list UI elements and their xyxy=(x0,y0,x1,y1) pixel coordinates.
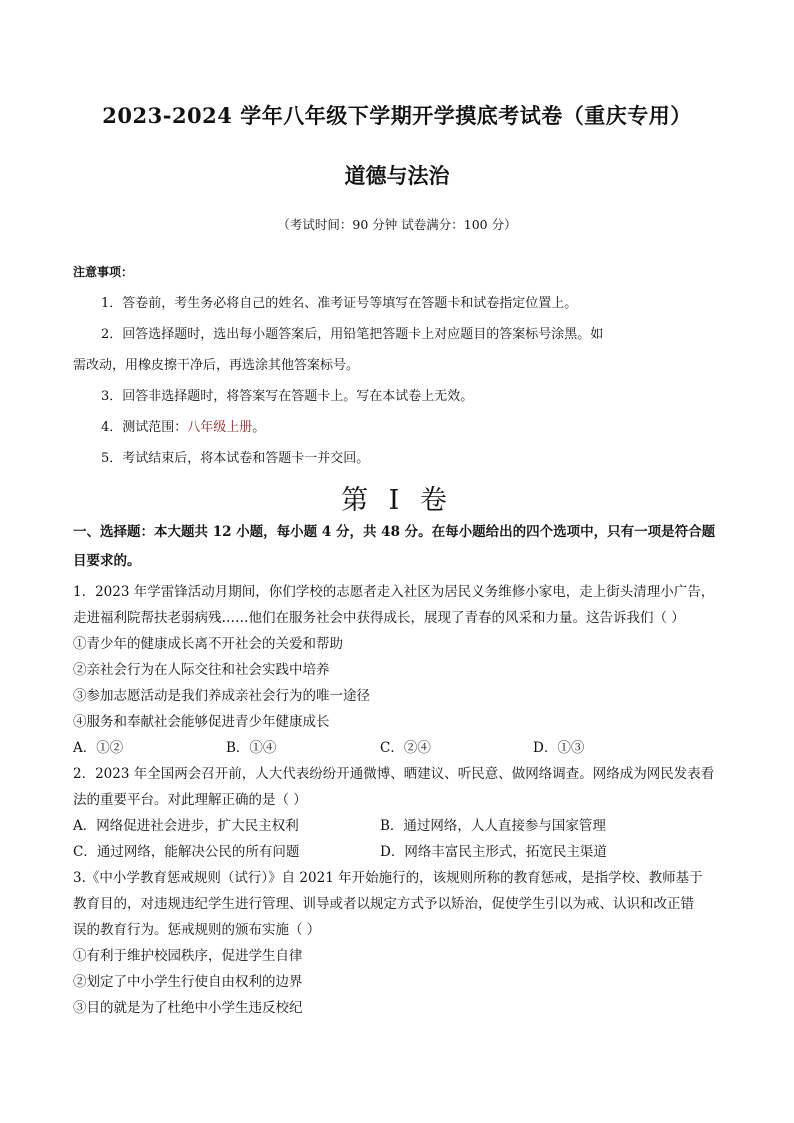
q1-option-c: C．②④ xyxy=(380,740,431,756)
volume-heading: 第 I 卷 xyxy=(341,485,453,516)
q3-statement-3: ③目的就是为了杜绝中小学生违反校纪 xyxy=(73,1000,303,1016)
notice-heading: 注意事项： xyxy=(73,265,134,279)
q2-option-d: D．网络丰富民主形式，拓宽民主渠道 xyxy=(380,844,607,860)
q1-option-a: A．①② xyxy=(73,740,124,756)
section-heading: 一、选择题：本大题共 12 小题，每小题 4 分，共 48 分。在每小题给出的四个选项中，只有一项是符合题 xyxy=(73,524,716,540)
subject-title: 道德与法治 xyxy=(344,163,450,188)
notice-item-2: 2．回答选择题时，选出每小题答案后，用铅笔把答题卡上对应题目的答案标号涂黑。如 xyxy=(101,327,604,342)
notice-item-2-cont: 需改动，用橡皮擦干净后，再选涂其他答案标号。 xyxy=(73,358,360,373)
section-heading-cont: 目要求的。 xyxy=(73,553,141,569)
notice-item-1: 1．答卷前，考生务必将自己的姓名、准考证号等填写在答题卡和试卷指定位置上。 xyxy=(101,296,578,311)
q1-statement-3: ③参加志愿活动是我们养成亲社会行为的唯一途径 xyxy=(73,688,370,704)
notice-item-4 xyxy=(101,416,265,435)
q1-statement-1: ①青少年的健康成长离不开社会的关爱和帮助 xyxy=(73,636,343,652)
q1-stem-line1: 1．2023 年学雷锋活动月期间，你们学校的志愿者走入社区为居民义务维修小家电，走上街头清理小广告， xyxy=(73,584,715,600)
notice-item-4-label: 4．测试范围： xyxy=(101,420,188,435)
notice-item-4-end: 。 xyxy=(252,420,266,435)
q1-option-d: D．①③ xyxy=(533,740,585,756)
q2-option-b: B．通过网络，人人直接参与国家管理 xyxy=(380,818,606,834)
q3-stem-line3: 误的教育行为。惩戒规则的颁布实施（ ） xyxy=(73,922,321,938)
q1-statement-2: ②亲社会行为在人际交往和社会实践中培养 xyxy=(73,662,330,678)
q2-stem-line1: 2．2023 年全国两会召开前，人大代表纷纷开通微博、晒建议、听民意、做网络调查。网络成为网民发表看 xyxy=(73,766,715,782)
q3-stem-line1: 3.《中小学教育惩戒规则（试行）》自 2021 年开始施行的，该规则所称的教育惩戒，是指学校、教师基于 xyxy=(73,870,703,886)
exam-title: 2023-2024 学年八年级下学期开学摸底考试卷（重庆专用） xyxy=(102,103,692,128)
q2-option-c: C．通过网络，能解决公民的所有问题 xyxy=(73,844,300,860)
test-scope: 八年级上册 xyxy=(187,420,253,435)
notice-item-5: 5．考试结束后，将本试卷和答题卡一并交回。 xyxy=(101,451,370,466)
q1-stem-line2: 走进福利院帮扶老弱病残……他们在服务社会中获得成长，展现了青春的风采和力量。这告诉我们（ ） xyxy=(73,610,685,626)
q2-option-a: A．网络促进社会进步，扩大民主权利 xyxy=(73,818,299,834)
notice-item-3: 3．回答非选择题时，将答案写在答题卡上。写在本试卷上无效。 xyxy=(101,389,474,404)
q3-statement-2: ②划定了中小学生行使自由权利的边界 xyxy=(73,974,303,990)
q3-statement-1: ①有利于维护校园秩序，促进学生自律 xyxy=(73,948,303,964)
q1-statement-4: ④服务和奉献社会能够促进青少年健康成长 xyxy=(73,714,330,730)
q1-option-b: B．①④ xyxy=(226,740,277,756)
q3-stem-line2: 教育目的，对违规违纪学生进行管理、训导或者以规定方式予以矫治，促使学生引以为戒、认识和改正错 xyxy=(73,896,694,912)
q2-stem-line2: 法的重要平台。对此理解正确的是（ ） xyxy=(73,792,307,808)
exam-info: （考试时间：90 分钟 试卷满分：100 分） xyxy=(277,217,517,232)
